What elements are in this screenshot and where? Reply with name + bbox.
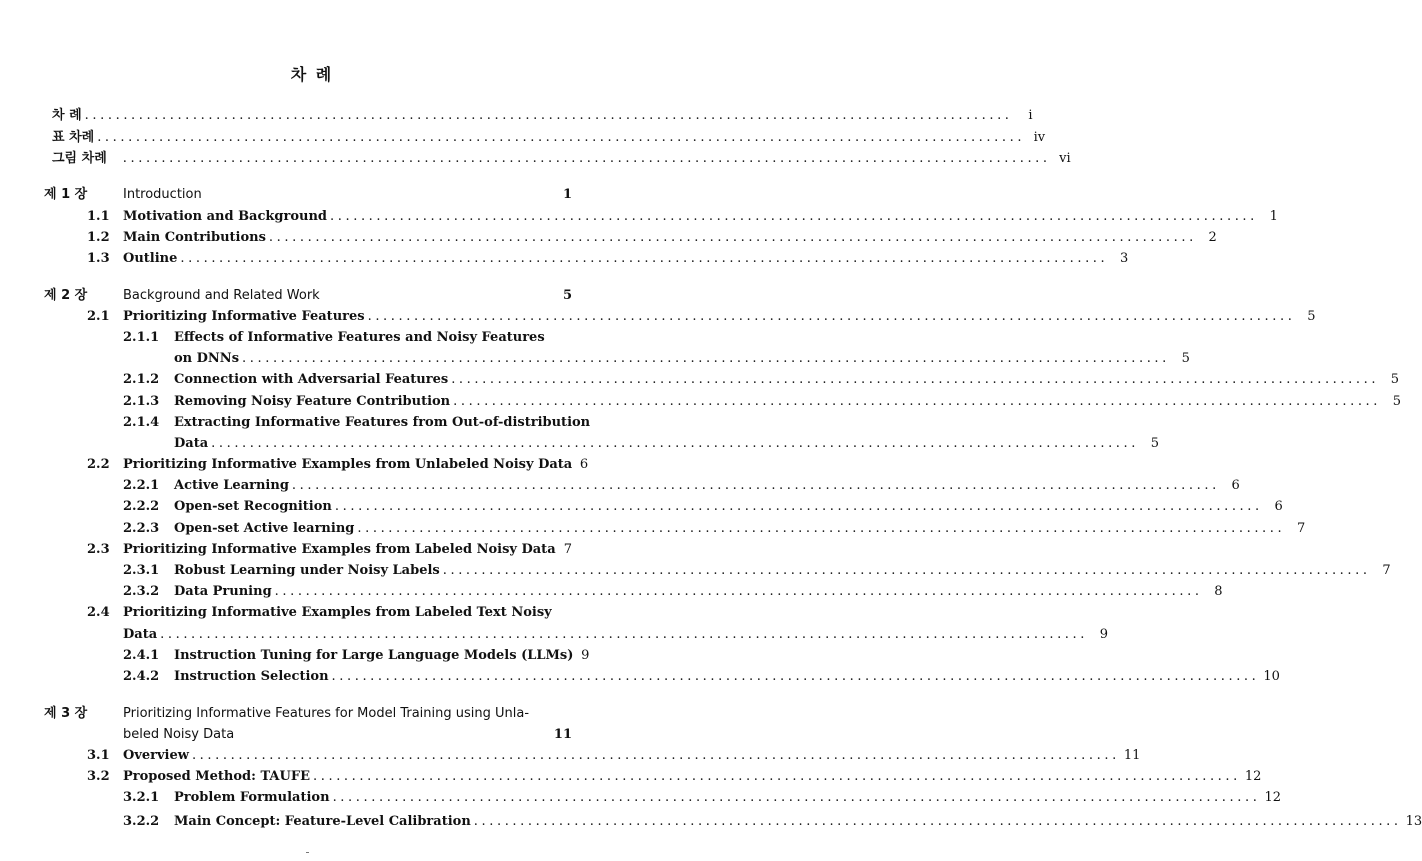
page-number: 5 — [1392, 394, 1402, 409]
toc-subsection[interactable] — [123, 562, 1391, 580]
page-number: 12 — [1264, 790, 1281, 805]
toc-title: 차 례 — [290, 65, 334, 84]
toc-chapter-continued[interactable] — [123, 726, 572, 744]
section-number: 3.1 — [87, 748, 110, 763]
page-number: 6 — [1274, 499, 1283, 514]
subsection-number: 2.2.1 — [123, 478, 160, 493]
toc-entry-front[interactable] — [52, 150, 1071, 168]
section-number: 1.1 — [87, 209, 110, 224]
page-number: 5 — [1307, 309, 1316, 324]
toc-subsection[interactable] — [123, 789, 1281, 807]
leader-dots: ........................................................................................................................ — [291, 478, 1220, 493]
page-number: 11 — [553, 727, 572, 742]
subsection-title: Instruction Tuning for Large Language Models (LLMs) — [174, 648, 574, 663]
subsection-title: Main Concept: Feature-Level Calibration — [174, 814, 471, 829]
subsection-number: 2.1.3 — [123, 394, 160, 409]
leader-dots: ........................................................................................................................ — [122, 151, 1051, 166]
toc-section[interactable] — [87, 768, 1262, 786]
section-title: Outline — [123, 251, 178, 266]
subsection-number: 3.2.2 — [123, 814, 160, 829]
subsection-title: Active Learning — [174, 478, 289, 493]
entry-label: 표 차례 — [52, 130, 95, 145]
page-number: 2 — [1208, 230, 1217, 245]
toc-chapter[interactable] — [44, 186, 572, 204]
toc-section[interactable] — [87, 229, 1217, 247]
toc-subsection[interactable] — [123, 583, 1223, 601]
section-title: Data — [123, 627, 158, 642]
toc-subsection[interactable] — [123, 477, 1240, 495]
toc-section[interactable] — [87, 747, 1141, 765]
section-number: 2.1 — [87, 309, 110, 324]
subsection-number: 3.2.1 — [123, 790, 160, 805]
toc-subsection-continued[interactable] — [174, 350, 1190, 368]
subsection-number: 2.3.2 — [123, 584, 160, 599]
toc-subsection[interactable] — [123, 414, 591, 432]
page-number: 5 — [562, 288, 572, 303]
page-number: 9 — [1099, 627, 1109, 642]
chapter-number: 제 3 장 — [44, 706, 88, 721]
section-title: Prioritizing Informative Examples from Labeled Text Noisy — [123, 605, 552, 620]
page-number: 7 — [563, 542, 572, 557]
subsection-number: 2.4.2 — [123, 669, 160, 684]
subsection-title: Removing Noisy Feature Contribution — [174, 394, 451, 409]
subsection-title: Instruction Selection — [174, 669, 329, 684]
section-number: 2.4 — [87, 605, 110, 620]
page-number: 10 — [1263, 669, 1280, 684]
subsection-title: Open-set Active learning — [174, 521, 355, 536]
page-number: 13 — [1405, 814, 1422, 829]
leader-dots: ........................................................................................................................ — [451, 372, 1380, 387]
leader-dots: ........................................................................................................................ — [367, 309, 1296, 324]
page-number: 6 — [579, 457, 589, 472]
chapter-title: Introduction — [123, 187, 202, 202]
entry-label: 차 례 — [52, 108, 82, 123]
chapter-title: Prioritizing Informative Features for Model Training using Unla- — [123, 706, 530, 721]
page-number: 5 — [1150, 436, 1160, 451]
page-number: iv — [1033, 130, 1046, 145]
subsection-title: Problem Formulation — [174, 790, 330, 805]
leader-dots: ........................................................................................................................ — [84, 108, 1013, 123]
toc-subsection[interactable] — [123, 371, 1400, 389]
toc-subsection[interactable] — [123, 647, 590, 665]
leader-dots: ........................................................................................................................ — [453, 394, 1382, 409]
page-number: i — [1028, 108, 1033, 123]
toc-entry-front[interactable] — [52, 107, 1033, 125]
toc-subsection[interactable] — [123, 393, 1402, 411]
page-number: 7 — [1382, 563, 1391, 578]
toc-subsection[interactable] — [123, 329, 572, 347]
subsection-title: Data Pruning — [174, 584, 272, 599]
chapter-title: beled Noisy Data — [123, 727, 235, 742]
toc-section[interactable] — [87, 308, 1316, 326]
chapter-title: Background and Related Work — [123, 288, 320, 303]
subsection-title: Connection with Adversarial Features — [174, 372, 449, 387]
toc-subsection[interactable] — [123, 813, 1422, 831]
section-title: Proposed Method: TAUFE — [123, 769, 310, 784]
toc-section[interactable] — [87, 604, 572, 622]
section-number: 3.2 — [87, 769, 110, 784]
leader-dots: ........................................................................................................................ — [334, 499, 1263, 514]
toc-section-continued[interactable] — [123, 626, 1109, 644]
subsection-number: 2.1.2 — [123, 372, 160, 387]
section-title: Prioritizing Informative Features — [123, 309, 365, 324]
section-number: 1.2 — [87, 230, 110, 245]
toc-section[interactable] — [87, 208, 1278, 226]
subsection-number: 2.2.3 — [123, 521, 160, 536]
leader-dots: ........................................................................................................................ — [268, 230, 1197, 245]
entry-label: 그림 차례 — [52, 151, 107, 166]
leader-dots: ........................................................................................................................ — [331, 669, 1260, 684]
toc-chapter[interactable] — [44, 287, 572, 305]
page-number: 5 — [1390, 372, 1400, 387]
page-number: 1 — [1269, 209, 1278, 224]
page-number: 8 — [1214, 584, 1223, 599]
subsection-title: Effects of Informative Features and Noisy Features — [174, 330, 545, 345]
page-number: 3 — [1120, 251, 1129, 266]
subsection-number: 2.3.1 — [123, 563, 160, 578]
page-number: 1 — [562, 187, 572, 202]
subsection-number: 2.1.1 — [123, 330, 160, 345]
subsection-number: 2.2.2 — [123, 499, 160, 514]
leader-dots: ........................................................................................................................ — [332, 790, 1261, 805]
leader-dots: ........................................................................................................................ — [274, 584, 1203, 599]
subsection-title: Data — [174, 436, 209, 451]
leader-dots: ........................................................................................................................ — [442, 563, 1371, 578]
page-number: 12 — [1244, 769, 1262, 784]
leader-dots: ........................................................................................................................ — [211, 436, 1140, 451]
page-number: 11 — [1123, 748, 1141, 763]
leader-dots: ........................................................................................................................ — [242, 351, 1170, 366]
toc-entry-front[interactable] — [52, 129, 1046, 147]
toc-section[interactable] — [87, 456, 589, 474]
section-title: Prioritizing Informative Examples from Labeled Noisy Data — [123, 542, 556, 557]
section-title: Prioritizing Informative Examples from Unlabeled Noisy Data — [123, 457, 573, 472]
page-number: vi — [1059, 151, 1071, 166]
toc-subsection[interactable] — [123, 668, 1280, 686]
toc-chapter[interactable] — [44, 705, 572, 723]
leader-dots: ........................................................................................................................ — [97, 130, 1026, 145]
toc-subsection-continued[interactable] — [174, 435, 1160, 453]
page-number: 7 — [1296, 521, 1306, 536]
leader-dots: ........................................................................................................................ — [473, 814, 1402, 829]
subsection-title: Robust Learning under Noisy Labels — [174, 563, 440, 578]
subsection-title: Extracting Informative Features from Out-of-distribution — [174, 415, 591, 430]
toc-section[interactable] — [87, 541, 572, 559]
section-title: Overview — [123, 748, 189, 763]
leader-dots: ........................................................................................................................ — [180, 251, 1109, 266]
page-number: 6 — [1231, 478, 1240, 493]
section-title: Motivation and Background — [123, 209, 328, 224]
leader-dots: ........................................................................................................................ — [191, 748, 1120, 763]
page-number: 5 — [1181, 351, 1190, 366]
section-title: Main Contributions — [123, 230, 266, 245]
subsection-title: Open-set Recognition — [174, 499, 332, 514]
leader-dots: ........................................................................................................................ — [160, 627, 1089, 642]
leader-dots: ........................................................................................................................ — [357, 521, 1286, 536]
toc-subsection[interactable] — [123, 520, 1306, 538]
chapter-number: 제 2 장 — [44, 288, 88, 303]
toc-subsection[interactable] — [123, 498, 1283, 516]
chapter-number: 제 1 장 — [44, 187, 88, 202]
subsection-number: 2.4.1 — [123, 648, 160, 663]
toc-section[interactable] — [87, 250, 1129, 268]
leader-dots: ........................................................................................................................ — [313, 769, 1241, 784]
section-number: 2.3 — [87, 542, 110, 557]
section-number: 2.2 — [87, 457, 110, 472]
section-number: 1.3 — [87, 251, 110, 266]
footer-mark — [306, 852, 309, 853]
leader-dots: ........................................................................................................................ — [330, 209, 1258, 224]
subsection-title: on DNNs — [174, 351, 240, 366]
page-number: 9 — [581, 648, 590, 663]
subsection-number: 2.1.4 — [123, 415, 160, 430]
